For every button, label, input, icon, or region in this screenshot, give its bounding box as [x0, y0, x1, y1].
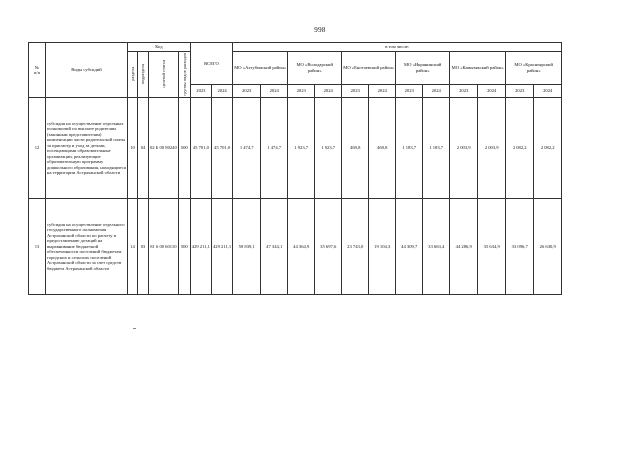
- cell-kamyzyaksky-2024: 2 003,9: [478, 98, 506, 199]
- cell-enotaevsky-2024: 19 104,3: [369, 199, 396, 295]
- year-header: 2023: [450, 84, 478, 97]
- col-header-kod: Код: [128, 43, 191, 52]
- cell-volodarsky-2023: 1 923,7: [288, 98, 315, 199]
- col-header-name: Виды субсидий: [46, 43, 128, 98]
- col-header-vr: группы видов расходов: [178, 52, 190, 98]
- row-cst: 02 Б 00 80240: [149, 98, 179, 199]
- cell-total-2024: 429 211,1: [211, 199, 232, 295]
- col-header-mo-krasnoyarsky: МО «Красноярский район»: [506, 52, 562, 85]
- row-cst: 81 6 00 60110: [149, 199, 179, 295]
- cell-krasnoyarsky-2023: 33 096,7: [506, 199, 534, 295]
- row-podrazdel: 03: [138, 199, 149, 295]
- year-header: 2024: [369, 84, 396, 97]
- row-num: 12: [29, 98, 46, 199]
- cell-akhtubinsky-2023: 1 474,7: [233, 98, 261, 199]
- col-header-cst: целевой статьи: [149, 52, 179, 98]
- cell-kamyzyaksky-2023: 2 003,9: [450, 98, 478, 199]
- cell-ikryaninsky-2023: 1 183,7: [396, 98, 423, 199]
- year-header: 2024: [261, 84, 288, 97]
- col-header-mo-kamyzyaksky: МО «Камызякский район»: [450, 52, 506, 85]
- subsidy-table: [28, 42, 562, 295]
- col-header-total: ВСЕГО: [190, 43, 232, 85]
- col-header-mo-akhtubinsky: МО «Ахтубинский район»: [233, 52, 288, 85]
- cell-kamyzyaksky-2024: 35 634,9: [478, 199, 506, 295]
- cell-volodarsky-2023: 44 364,9: [288, 199, 315, 295]
- table-row: [29, 98, 562, 199]
- cell-volodarsky-2024: 35 697,6: [315, 199, 342, 295]
- cell-akhtubinsky-2023: 58 839,1: [233, 199, 261, 295]
- year-header: 2024: [478, 84, 506, 97]
- row-vr: 500: [178, 199, 190, 295]
- col-header-razdel: раздела: [128, 52, 138, 98]
- row-description: субсидия на осуществление отдельных полномочий по выплате родителям (законным представителям) компенсации части родительской платы за присмотр и уход за детьми, посещающими образовательные организации, реализующие образовательную программу дошкольного образования, находящиеся на территории Астраханской области: [46, 98, 128, 199]
- row-razdel: 10: [128, 98, 138, 199]
- col-header-mo-ikryaninsky: МО «Икрянинский район»: [396, 52, 450, 85]
- cell-ikryaninsky-2023: 44 309,7: [396, 199, 423, 295]
- year-header: 2024: [315, 84, 342, 97]
- year-header: 2023: [190, 84, 211, 97]
- year-header: 2023: [396, 84, 423, 97]
- row-vr: 500: [178, 98, 190, 199]
- cell-volodarsky-2024: 1 923,7: [315, 98, 342, 199]
- row-num: 13: [29, 199, 46, 295]
- cell-total-2023: 45 701,0: [190, 98, 211, 199]
- cell-krasnoyarsky-2024: 26 630,9: [534, 199, 562, 295]
- year-header: 2024: [211, 84, 232, 97]
- page-number: 998: [314, 26, 326, 34]
- cell-akhtubinsky-2024: 47 344,1: [261, 199, 288, 295]
- col-header-mo-volodarsky: МО «Володарский район»: [288, 52, 342, 85]
- cell-kamyzyaksky-2023: 44 286,9: [450, 199, 478, 295]
- year-header: 2024: [423, 84, 450, 97]
- row-razdel: 14: [128, 199, 138, 295]
- col-header-incl: в том числе:: [233, 43, 562, 52]
- cell-krasnoyarsky-2023: 2 082,2: [506, 98, 534, 199]
- col-header-podrazdel: подраздела: [138, 52, 149, 98]
- cell-akhtubinsky-2024: 1 474,7: [261, 98, 288, 199]
- stray-mark: [133, 328, 136, 329]
- col-header-mo-enotaevsky: МО «Енотаевский район»: [342, 52, 396, 85]
- cell-total-2024: 45 701,0: [211, 98, 232, 199]
- cell-ikryaninsky-2024: 33 663,4: [423, 199, 450, 295]
- year-header: 2023: [233, 84, 261, 97]
- year-header: 2023: [506, 84, 534, 97]
- cell-enotaevsky-2024: 469,8: [369, 98, 396, 199]
- row-description: субсидия на осуществление отдельного государственного полномочия Астраханской области по расчету и предоставлению дотаций на выравнивание бюджетной обеспеченности поселений бюджетам городских и сельских поселений Астраханской области за счет средств бюджета Астраханской области: [46, 199, 128, 295]
- col-header-num: № п/п: [29, 43, 46, 98]
- table-row: [29, 199, 562, 295]
- cell-ikryaninsky-2024: 1 183,7: [423, 98, 450, 199]
- cell-total-2023: 429 211,1: [190, 199, 211, 295]
- row-podrazdel: 04: [138, 98, 149, 199]
- cell-enotaevsky-2023: 23 743,0: [342, 199, 369, 295]
- year-header: 2023: [342, 84, 369, 97]
- year-header: 2023: [288, 84, 315, 97]
- cell-enotaevsky-2023: 469,8: [342, 98, 369, 199]
- year-header: 2024: [534, 84, 562, 97]
- cell-krasnoyarsky-2024: 2 082,2: [534, 98, 562, 199]
